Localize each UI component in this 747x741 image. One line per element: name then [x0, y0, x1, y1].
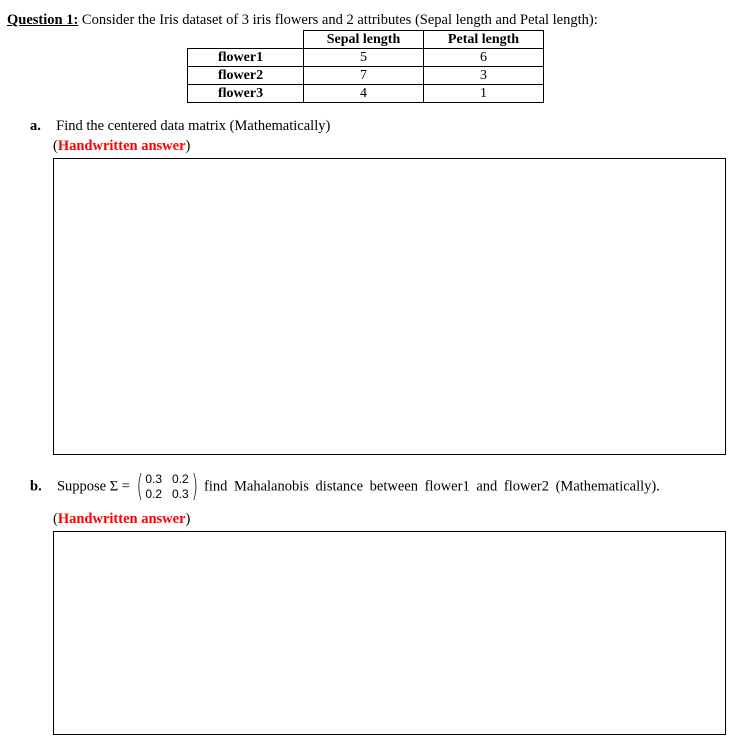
table-header-row: [188, 31, 544, 49]
close-paren: ): [185, 511, 191, 527]
column-header-petal: Petal length: [424, 31, 544, 49]
matrix-cell: 0.3: [145, 472, 162, 486]
table-row: [188, 67, 544, 85]
question-title: [7, 12, 598, 29]
part-b-text-before: Suppose Σ =: [56, 478, 130, 495]
row-header-flower2: flower2: [188, 67, 304, 85]
part-b-handwritten-note: [53, 511, 190, 528]
column-header-sepal: Sepal length: [304, 31, 424, 49]
part-a-prompt: [30, 118, 330, 135]
text-cursor: [543, 51, 544, 68]
table-row: [188, 49, 544, 67]
matrix-cell: 0.2: [172, 472, 189, 486]
answer-box-a[interactable]: [53, 158, 726, 455]
part-a-handwritten-note: [53, 138, 190, 155]
matrix-left-paren: (: [136, 469, 143, 504]
matrix-cell: 0.3: [172, 487, 189, 501]
handwritten-label: Handwritten answer: [57, 511, 186, 527]
cell-flower3-sepal: 4: [304, 85, 424, 103]
answer-box-b[interactable]: [53, 531, 726, 735]
open-paren: (: [53, 511, 58, 527]
question-label: Question 1:: [7, 12, 79, 28]
sigma-matrix: [134, 469, 201, 504]
table-row: [188, 85, 544, 103]
part-b-prompt: [30, 469, 660, 504]
part-b-text-after: find Mahalanobis distance between flower1 and flower2 (Mathematically).: [204, 478, 660, 495]
table-corner: [188, 31, 304, 49]
question-text: Consider the Iris dataset of 3 iris flowers and 2 attributes (Sepal length and Petal length):: [78, 12, 598, 28]
cell-flower3-petal: 1: [424, 85, 544, 103]
open-paren: (: [53, 138, 58, 154]
close-paren: ): [185, 138, 191, 154]
part-a-marker: a.: [30, 118, 41, 134]
row-header-flower1: flower1: [188, 49, 304, 67]
cell-flower2-petal: 3: [424, 67, 544, 85]
matrix-cell: 0.2: [145, 487, 162, 501]
row-header-flower3: flower3: [188, 85, 304, 103]
iris-table: [187, 30, 544, 103]
matrix-right-paren: ): [191, 469, 198, 504]
cell-flower1-sepal: 5: [304, 49, 424, 67]
cell-flower1-petal: 6: [424, 49, 544, 67]
part-b-marker: b.: [30, 478, 42, 495]
cell-flower2-sepal: 7: [304, 67, 424, 85]
part-a-text: Find the centered data matrix (Mathematically): [56, 118, 331, 134]
handwritten-label: Handwritten answer: [57, 138, 186, 154]
